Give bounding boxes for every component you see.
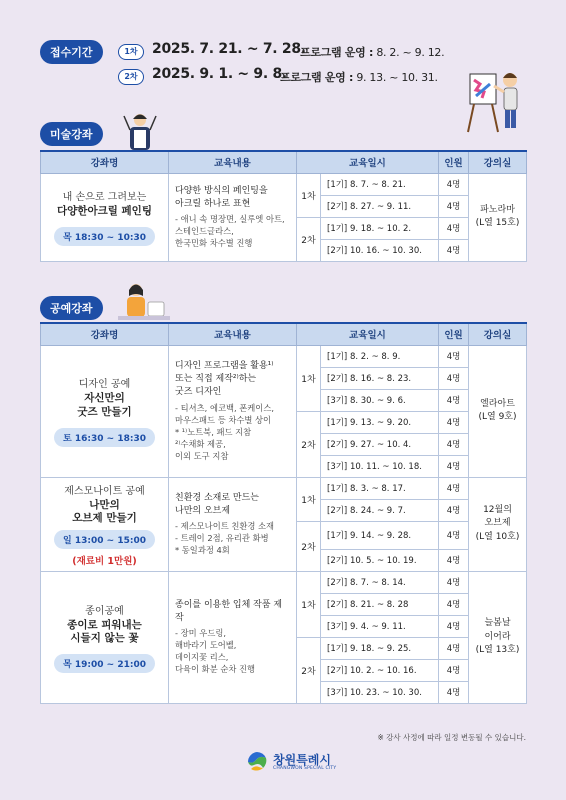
registration-badge: 접수기간	[40, 40, 103, 64]
content-list: - 제스모나이트 친환경 소재 - 트레이 2점, 유리관 화병 * 동일과정 4회	[175, 521, 275, 556]
art-instructor-illustration	[118, 110, 162, 150]
session-date: [2기] 8. 24. ~ 9. 7.	[321, 499, 439, 521]
content-list: - 티셔츠, 에코백, 폰케이스, 마우스패드 등 차수별 상이 * ¹⁾노트북, 패드 지참 ²⁾수채화 제공, 이외 도구 지참	[175, 402, 274, 461]
schedule-note: ※ 강사 사정에 따라 일정 변동될 수 있습니다.	[377, 733, 526, 742]
session-count: 4명	[439, 455, 469, 477]
craft-course-table	[40, 322, 527, 704]
room-cell: 엘라아트 (L열 9호)	[469, 345, 527, 477]
round-label: 2차	[297, 521, 321, 571]
session-count: 4명	[439, 389, 469, 411]
col-schedule: 교육일시	[297, 323, 439, 345]
session-date: [3기] 8. 30. ~ 9. 6.	[321, 389, 439, 411]
content-main: 디자인 프로그램을 활용¹⁾ 또는 직접 제작²⁾하는 굿즈 디자인	[175, 361, 274, 398]
session-count: 4명	[439, 659, 469, 681]
col-count: 인원	[439, 323, 469, 345]
painter-illustration	[462, 68, 526, 136]
session-date: [1기] 8. 7. ~ 8. 21.	[321, 173, 439, 195]
art-section-badge: 미술강좌	[40, 122, 103, 146]
session-count: 4명	[439, 173, 469, 195]
session-count: 4명	[439, 521, 469, 549]
session-count: 4명	[439, 195, 469, 217]
session-count: 4명	[439, 571, 469, 593]
round1-period: 2025. 7. 21. ~ 7. 28.	[152, 41, 306, 57]
session-date: [3기] 10. 23. ~ 10. 30.	[321, 681, 439, 703]
session-count: 4명	[439, 615, 469, 637]
session-date: [2기] 8. 7. ~ 8. 14.	[321, 571, 439, 593]
col-room: 강의실	[469, 151, 527, 173]
session-date: [2기] 8. 16. ~ 8. 23.	[321, 367, 439, 389]
session-date: [1기] 9. 18. ~ 9. 25.	[321, 637, 439, 659]
round2-period: 2025. 9. 1. ~ 9. 8.	[152, 66, 287, 82]
craft-course-cell	[41, 477, 169, 571]
course-time-badge: 목 19:00 ~ 21:00	[54, 654, 155, 673]
session-date: [3기] 10. 11. ~ 10. 18.	[321, 455, 439, 477]
round-label: 2차	[297, 411, 321, 477]
course-time-badge: 목 18:30 ~ 10:30	[54, 227, 155, 246]
content-main: 다양한 방식의 페인팅을 아크릴 하나로 표현	[175, 185, 268, 209]
session-count: 4명	[439, 411, 469, 433]
course-subtitle: 디자인 공예	[78, 379, 131, 391]
session-date: [1기] 8. 2. ~ 8. 9.	[321, 345, 439, 367]
session-date: [2기] 9. 27. ~ 10. 4.	[321, 433, 439, 455]
course-title: 자신만의 굿즈 만들기	[77, 392, 132, 418]
art-content-cell	[169, 173, 297, 261]
session-count: 4명	[439, 593, 469, 615]
round2-program-period: 9. 13. ~ 10. 31.	[356, 71, 438, 84]
session-count: 4명	[439, 477, 469, 499]
col-count: 인원	[439, 151, 469, 173]
session-count: 4명	[439, 217, 469, 239]
craft-course-cell	[41, 345, 169, 477]
col-room: 강의실	[469, 323, 527, 345]
session-date: [3기] 9. 4. ~ 9. 11.	[321, 615, 439, 637]
session-date: [1기] 9. 13. ~ 9. 20.	[321, 411, 439, 433]
craft-content-cell	[169, 571, 297, 703]
round1-program-period: 8. 2. ~ 9. 12.	[376, 46, 445, 59]
course-subtitle: 종이공예	[85, 605, 124, 617]
craft-course-cell	[41, 571, 169, 703]
round1-program-label: 프로그램 운영 :	[300, 46, 374, 59]
craft-section-badge: 공예강좌	[40, 296, 103, 320]
col-content: 교육내용	[169, 151, 297, 173]
session-count: 4명	[439, 637, 469, 659]
col-course-name: 강좌명	[41, 151, 169, 173]
city-logo	[245, 750, 336, 774]
logo-text: 창원특례시	[273, 752, 331, 767]
session-count: 4명	[439, 681, 469, 703]
session-date: [1기] 9. 18. ~ 10. 2.	[321, 217, 439, 239]
session-date: [2기] 10. 2. ~ 10. 16.	[321, 659, 439, 681]
col-content: 교육내용	[169, 323, 297, 345]
session-date: [2기] 10. 5. ~ 10. 19.	[321, 549, 439, 571]
round2-program	[280, 69, 438, 85]
col-course-name: 강좌명	[41, 323, 169, 345]
content-main: 친환경 소재로 만드는 나만의 오브제	[175, 493, 259, 517]
round1-program	[300, 44, 444, 60]
course-title: 다양한아크릴 페인팅	[57, 205, 152, 218]
round-label: 1차	[297, 173, 321, 217]
room-cell: 12월의 오브제 (L열 10호)	[469, 477, 527, 571]
room-cell: 늘봄날 이어라 (L열 13호)	[469, 571, 527, 703]
col-schedule: 교육일시	[297, 151, 439, 173]
session-date: [2기] 8. 27. ~ 9. 11.	[321, 195, 439, 217]
session-count: 4명	[439, 367, 469, 389]
round1-label: 1차	[118, 44, 144, 60]
session-count: 4명	[439, 345, 469, 367]
logo-subtext: CHANGWON SPECIAL CITY	[273, 765, 337, 771]
round-label: 2차	[297, 217, 321, 261]
round-label: 1차	[297, 571, 321, 637]
course-time-badge: 일 13:00 ~ 15:00	[54, 530, 155, 549]
session-count: 4명	[439, 499, 469, 521]
course-title: 종이로 피워내는 시들지 않는 꽃	[67, 618, 142, 645]
round-label: 1차	[297, 345, 321, 411]
craft-content-cell	[169, 345, 297, 477]
session-count: 4명	[439, 433, 469, 455]
session-count: 4명	[439, 239, 469, 261]
content-main: 종이를 이용한 입체 작품 제작	[175, 600, 283, 624]
material-fee: (재료비 1만원)	[72, 555, 137, 567]
art-course-cell	[41, 173, 169, 261]
content-list: - 애니 속 명장면, 실루엣 아트, 스테인드글라스, 한국민화 차수별 진행	[175, 214, 285, 249]
course-subtitle: 내 손으로 그려보는	[62, 192, 147, 204]
content-list: - 장미 우드링, 해바라기 도어벨, 데이지꽃 리스, 다육이 화분 순차 진행	[175, 628, 256, 675]
round2-label: 2차	[118, 69, 144, 85]
craft-content-cell	[169, 477, 297, 571]
city-emblem-icon	[245, 750, 269, 774]
craft-instructor-illustration	[118, 280, 170, 322]
session-date: [1기] 9. 14. ~ 9. 28.	[321, 521, 439, 549]
session-date: [2기] 10. 16. ~ 10. 30.	[321, 239, 439, 261]
course-subtitle: 제스모나이트 공예	[64, 485, 145, 497]
course-time-badge: 토 16:30 ~ 18:30	[54, 428, 155, 447]
art-course-table	[40, 150, 527, 262]
round-label: 1차	[297, 477, 321, 521]
room-cell: 파노라마 (L열 15호)	[469, 173, 527, 261]
round-label: 2차	[297, 637, 321, 703]
session-date: [2기] 8. 21. ~ 8. 28	[321, 593, 439, 615]
course-title: 나만의 오브제 만들기	[72, 498, 137, 525]
session-date: [1기] 8. 3. ~ 8. 17.	[321, 477, 439, 499]
session-count: 4명	[439, 549, 469, 571]
round2-program-label: 프로그램 운영 :	[280, 71, 354, 84]
